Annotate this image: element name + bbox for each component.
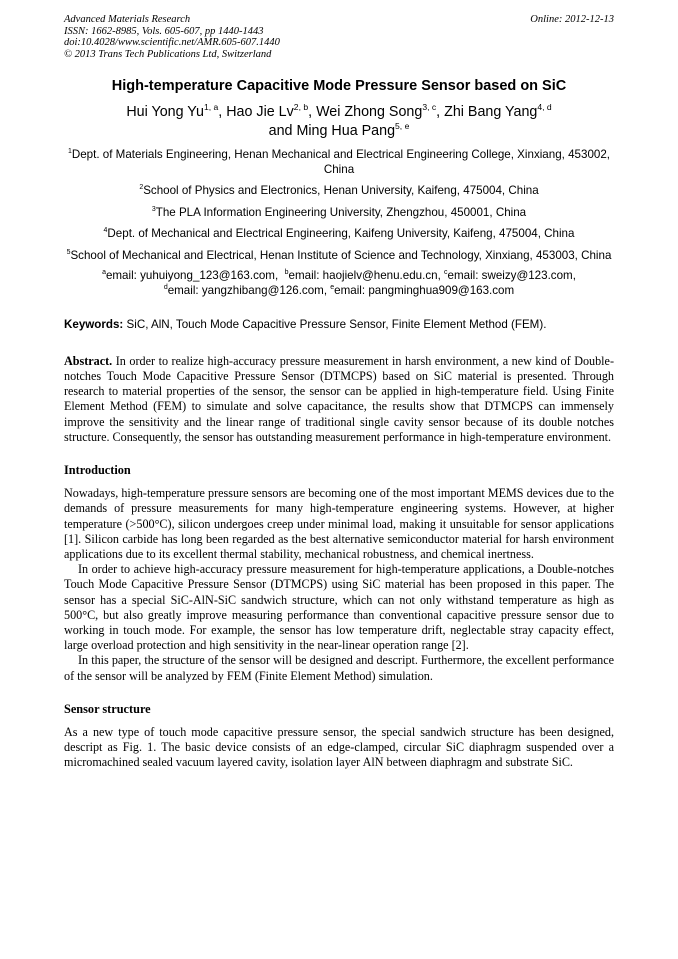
keywords xyxy=(64,318,614,333)
section-heading-introduction: Introduction xyxy=(64,463,131,478)
issn-line: ISSN: 1662-8985, Vols. 605-607, pp 1440-1443 xyxy=(64,25,264,37)
affiliation-text: School of Physics and Electronics, Henan University, Kaifeng, 475004, China xyxy=(143,184,539,198)
author-name: Zhi Bang Yang xyxy=(444,104,538,121)
author-list: Hui Yong Yu$^{1, a}$, Hao Jie Lv$^{2, b}$, Wei Zhong Song$^{3, c}$, Zhi Bang Yang$^{4, d}$ and Ming Hua Pang$^{5, e}$ xyxy=(126,102,552,140)
section-heading-sensor-structure: Sensor structure xyxy=(64,701,151,716)
sensor-structure-paragraph: As a new type of touch mode capacitive pressure sensor, the special sandwich structure has been designed, descript as Fig. 1. The basic device consists of an edge-clamped, circular SiC diaphragm suspended over a micromachined sealed vacuum layered cavity, isolation layer AlN between diaphragm and substrate SiC. xyxy=(64,724,614,770)
intro-paragraph: In this paper, the structure of the sensor will be designed and descript. Furthermore, the excellent performance of the sensor will be analyzed by FEM (Finite Element Method) simulation. xyxy=(64,653,614,683)
affiliation xyxy=(64,249,614,264)
author-sup: 3, c xyxy=(422,102,437,113)
email-list xyxy=(64,269,614,298)
email-link[interactable]: email: yangzhibang@126.com, xyxy=(167,283,328,297)
paper-title: High-temperature Capacitive Mode Pressure Sensor based on SiC xyxy=(111,78,567,95)
affiliation-sup: 5 xyxy=(66,249,71,257)
author-sup: 4, d xyxy=(537,102,552,113)
email-link[interactable]: email: sweizy@123.com, xyxy=(447,269,576,283)
intro-paragraph: Nowadays, high-temperature pressure sensors are becoming one of the most important MEMS devices due to the demands of pressure measurements for many high-temperature engineering systems. However, at higher temperature (>500°C), silicon undergoes creep under minimal load, making it unsuitable for sensor applications [1]. Silicon carbide has long been regarded as the best alternative semiconductor material for harsh environment applications due to its excellent thermal stability, mechanical robustness, and chemical inertness. xyxy=(64,486,614,561)
email-sup: e xyxy=(330,284,335,292)
affiliation-text: Dept. of Materials Engineering, Henan Mechanical and Electrical Engineering College, Xinxiang, 453002, China xyxy=(71,148,611,176)
online-date: Online: 2012-12-13 xyxy=(530,14,614,25)
email-link[interactable]: email: haojielv@henu.edu.cn, xyxy=(288,269,441,283)
affiliation-sup: 3 xyxy=(151,206,156,214)
affiliation xyxy=(64,227,614,242)
author-name: Hao Jie Lv xyxy=(226,104,294,121)
author-sup: 5, e xyxy=(395,121,410,132)
affiliation-text: The PLA Information Engineering University, Zhengzhou, 450001, China xyxy=(155,205,527,219)
abstract-text: In order to realize high-accuracy pressure measurement in harsh environment, a new kind of Double-notches Touch Mode Capacitive Pressure Sensor (DTMCPS) based on SiC material is presented. Through research to material properties of the sensor, the sensor can be applied in high-temperature field. Using Finite Element Method (FEM) to simulate and solve capacitance, the results show that DTMCPS can immensely improve the sensitivity and the linear range of traditional single cavity sensor because of its double notches structure. Consequently, the sensor has outstanding measurement performance in high-temperature environment. xyxy=(64,353,614,444)
affiliation-text: School of Mechanical and Electrical, Henan Institute of Science and Technology, Xinxiang, 453003, China xyxy=(70,248,612,262)
author-sup: 2, b xyxy=(293,102,309,113)
author-sup: 1, a xyxy=(203,102,219,113)
doi-line: doi:10.4028/www.scientific.net/AMR.605-607.1440 xyxy=(64,37,280,49)
affiliation-sup: 4 xyxy=(103,227,108,235)
abstract-label: Abstract. xyxy=(64,353,113,368)
affiliation-text: Dept. of Mechanical and Electrical Engineering, Kaifeng University, Kaifeng, 475004, China xyxy=(107,227,575,241)
affiliation xyxy=(64,148,614,177)
abstract xyxy=(64,354,614,445)
author-name: Ming Hua Pang xyxy=(296,123,396,140)
author-name: Hui Yong Yu xyxy=(126,104,204,121)
intro-paragraph: In order to achieve high-accuracy pressure measurement for high-temperature applications, a Double-notches Touch Mode Capacitive Pressure Sensor (DTMCPS) using SiC material has been proposed in this paper. The sensor has a special SiC-AlN-SiC sandwich structure, which can not only withstand temperature as high as 500°C, but also greatly improve measuring performance than conventional capacitive pressure sensor due to working in touch mode. For example, the sensor has low temperature drift, neglectable stray capacity effect, large overload protection and high sensitivity in the near-linear operation range [2]. xyxy=(64,562,614,653)
affiliation-sup: 2 xyxy=(139,184,144,192)
email-sup: c xyxy=(444,269,448,277)
email-sup: a xyxy=(102,269,106,277)
keywords-text: SiC, AlN, Touch Mode Capacitive Pressure Sensor, Finite Element Method (FEM). xyxy=(126,318,547,332)
affiliation xyxy=(64,184,614,199)
copyright-line: © 2013 Trans Tech Publications Ltd, Switzerland xyxy=(64,48,272,60)
email-sup: b xyxy=(284,269,289,277)
affiliation xyxy=(64,206,614,221)
email-sup: d xyxy=(163,284,168,292)
email-link[interactable]: email: yuhuiyong_123@163.com, xyxy=(105,269,279,283)
email-link[interactable]: email: pangminghua909@163.com xyxy=(334,283,515,297)
affiliation-sup: 1 xyxy=(67,148,72,156)
paper-page xyxy=(64,14,614,770)
journal-name: Advanced Materials Research xyxy=(64,14,191,25)
header-row xyxy=(64,14,614,26)
author-name: Wei Zhong Song xyxy=(316,104,423,121)
keywords-label: Keywords: xyxy=(64,318,124,332)
